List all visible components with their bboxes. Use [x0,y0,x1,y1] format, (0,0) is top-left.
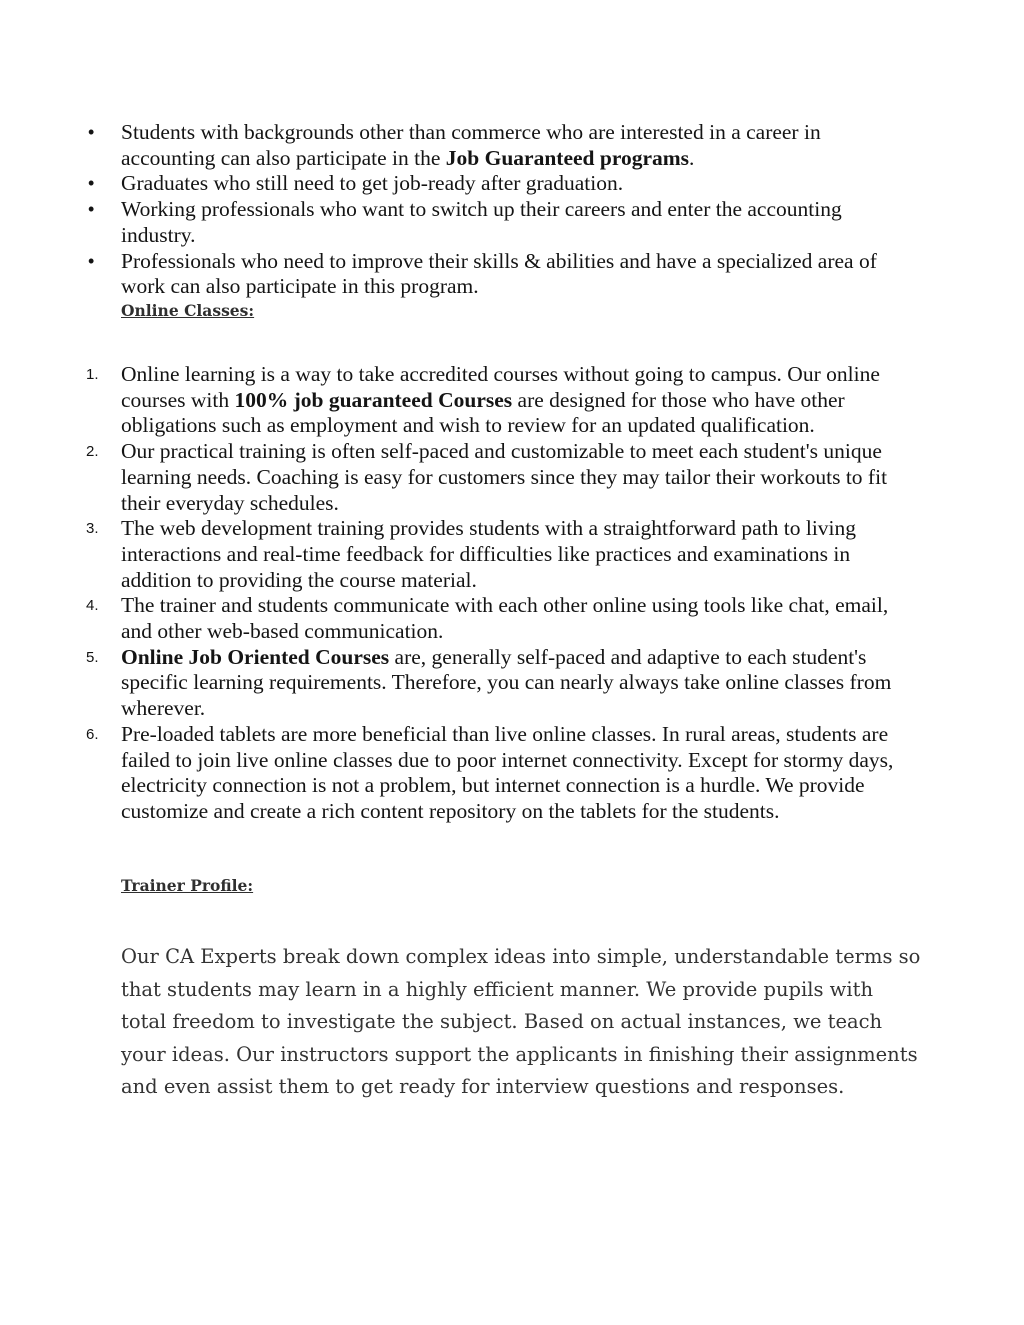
item-text: The web development training provides students with a straightforward path to living interactions and real-time feedback for difficulties like practices and examinations in addition to providing the course material. [121,516,857,592]
bold-link-text: Online Job Oriented Courses [121,644,390,669]
item-number: 5. [86,648,99,666]
item-text: Online learning is a way to take accredited courses without going to campus. Our online courses with [121,362,880,412]
numbered-item [0,516,911,593]
bullet-item [0,197,911,248]
numbered-item [0,362,911,439]
numbered-item [0,593,911,644]
bullet-item [0,171,911,197]
item-number: 4. [86,597,99,615]
online-classes-numbered-list [0,362,911,825]
bullet-text: Professionals who need to improve their skills & abilities and have a specialized area of work can also participate in this program. [121,248,877,299]
item-number: 3. [86,520,99,538]
item-text: The trainer and students communicate with each other online using tools like chat, email, and other web-based communication. [121,593,889,644]
numbered-item [0,439,911,516]
numbered-item [0,645,911,722]
audience-bullet-list [0,120,911,300]
trainer-profile-heading: Trainer Profile: [121,876,254,895]
item-text: Pre-loaded tablets are more beneficial than live online classes. In rural areas, students are failed to join live online classes due to poor internet connectivity. Except for stormy days, electricity connection is not a problem, but internet connection is a hurdle. We provide customize and create a rich content repository on the tablets for the students. [121,721,894,823]
bullet-icon: • [88,173,95,194]
item-number: 6. [86,725,99,743]
item-number: 2. [86,443,99,461]
bullet-text: . [689,145,695,170]
bullet-text: Students with backgrounds other than commerce who are interested in a career in accounting can also participate in the [121,120,821,170]
bullet-text: Working professionals who want to switch up their careers and enter the accounting industry. [121,197,842,247]
numbered-item [0,722,911,825]
item-number: 1. [86,366,99,383]
bullet-item [0,120,911,171]
online-classes-heading: Online Classes: [121,301,255,320]
bullet-icon: • [88,199,95,220]
bullet-icon: • [88,250,95,271]
item-text: are, generally self-paced and adaptive to each student's specific learning requirements. Therefore, you can nearly always take online classes from wherever. [121,644,892,721]
bullet-text: Graduates who still need to get job-ready after graduation. [121,171,624,196]
bold-link-text: 100% job guaranteed Courses [234,387,513,412]
bold-link-text: Job Guaranteed programs [445,145,690,170]
bullet-icon: • [88,122,95,142]
item-text: are designed for those who have other obligations such as employment and wish to review for an updated qualification. [121,387,845,438]
bullet-item [0,249,911,300]
item-text: Our practical training is often self-paced and customizable to meet each student's unique learning needs. Coaching is easy for customers since they may tailor their workouts to fit their everyday schedules. [121,439,888,515]
trainer-profile-paragraph: Our CA Experts break down complex ideas into simple, understandable terms so that students may learn in a highly efficient manner. We provide pupils with total freedom to investigate the subject. Based on actual instances, we teach your ideas. Our instructors support the applicants in finishing their assignments and even assist them to get ready for interview questions and responses. [121,945,921,1098]
